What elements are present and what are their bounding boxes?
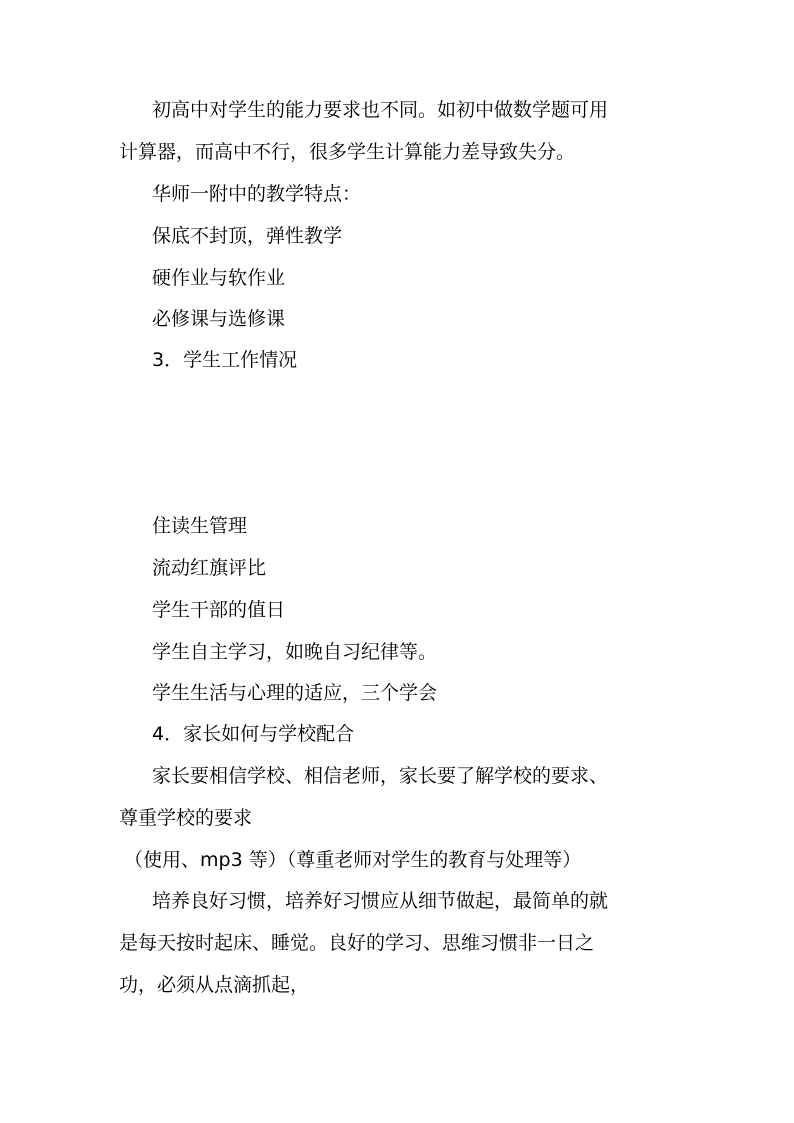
paragraph-line: 是每天按时起床、睡觉。良好的学习、思维习惯非一日之 (119, 932, 595, 954)
list-item: 硬作业与软作业 (152, 267, 286, 289)
paragraph-line: 家长要相信学校、相信老师，家长要了解学校的要求、 (152, 765, 609, 787)
paragraph-line: 尊重学校的要求 (119, 807, 253, 829)
paragraph-line: 培养良好习惯，培养好习惯应从细节做起，最简单的就 (152, 890, 609, 912)
list-item: 保底不封顶，弹性教学 (152, 225, 343, 247)
list-item: 住读生管理 (152, 515, 248, 537)
section-heading: 3．学生工作情况 (152, 349, 298, 371)
section-heading: 华师一附中的教学特点： (152, 183, 362, 205)
paragraph-line: 初高中对学生的能力要求也不同。如初中做数学题可用 (152, 99, 609, 121)
section-heading: 4．家长如何与学校配合 (152, 723, 355, 745)
paragraph-line: 计算器，而高中不行，很多学生计算能力差导致失分。 (119, 141, 576, 163)
list-item: 学生生活与心理的适应，三个学会 (152, 682, 438, 704)
paragraph-line: （使用、mp3 等）（尊重老师对学生的教育与处理等） (124, 849, 582, 871)
list-item: 学生自主学习，如晚自习纪律等。 (152, 641, 438, 663)
list-item: 必修课与选修课 (152, 308, 286, 330)
list-item: 学生干部的值日 (152, 599, 286, 621)
list-item: 流动红旗评比 (152, 557, 267, 579)
paragraph-line: 功，必须从点滴抓起， (119, 974, 310, 996)
